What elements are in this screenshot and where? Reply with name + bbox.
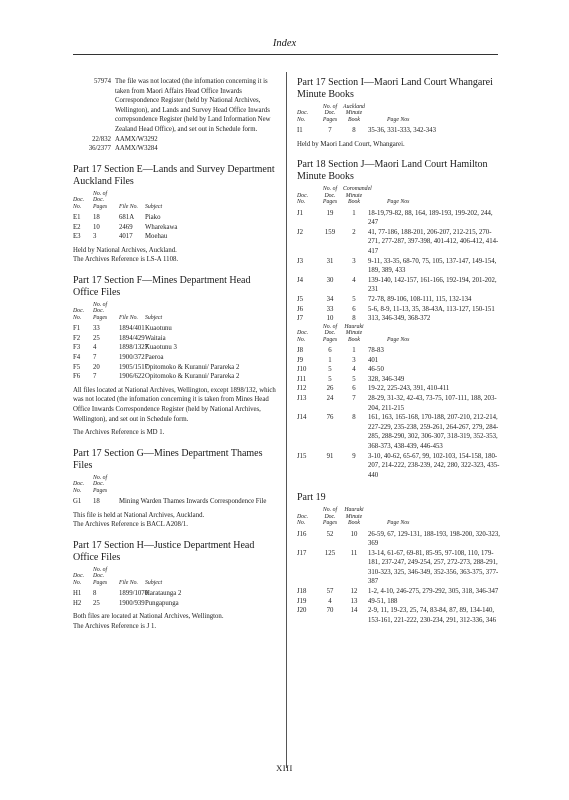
table-row (73, 353, 278, 363)
section-note: Both files are located at National Archives, Wellington. (73, 613, 224, 621)
cell-pages: 57 (326, 588, 334, 596)
cell-subject: Moehau (145, 233, 168, 241)
cell-subject: Pungapunga (145, 599, 179, 607)
table-row (73, 372, 278, 382)
cell-doc: J7 (297, 315, 304, 323)
cell-pages: 20 (93, 363, 100, 371)
table-header (297, 324, 502, 343)
running-header: Index (272, 38, 297, 49)
col-subject: Subject (145, 203, 163, 210)
table-row (297, 314, 502, 324)
table-row (73, 343, 278, 353)
col-doc: Doc. No. (297, 513, 309, 527)
cell-book: 1 (352, 209, 356, 217)
section-j-heading: Part 18 Section J—Maori Land Court Hamilton Minute Books (297, 159, 488, 183)
cell-book: 5 (352, 295, 356, 303)
cell-book: 6 (352, 385, 356, 393)
cell-pages: 25 (93, 334, 100, 342)
section-note: Held by Maori Land Court, Whangarei. (297, 140, 405, 148)
cell-pages: 10 (93, 223, 100, 231)
col-doc: Doc. No. (297, 110, 309, 123)
ref-row (73, 144, 278, 154)
cell-pages: 30 (326, 276, 334, 284)
table-row (297, 228, 502, 257)
cell-page-nos: 78-83 (368, 346, 384, 354)
col-doc: Doc. No. (73, 481, 85, 494)
cell-subject: Opitomoko & Kuranui/ Parareka 2 (145, 363, 240, 371)
col-pages: No. of Doc. Pages (93, 301, 108, 321)
cell-pages: 159 (324, 228, 336, 236)
table-row (297, 587, 502, 597)
col-page-nos: Page Nos (387, 116, 410, 123)
cell-pages: 33 (326, 305, 334, 313)
cell-pages: 25 (93, 599, 100, 607)
cell-file: 1906/622 (119, 373, 145, 381)
cell-page-nos: 18-19,79-82, 88, 164, 189-193, 199-202, 244, 247 (368, 209, 493, 227)
cell-pages: 3 (93, 233, 97, 241)
cell-page-nos: 5-6, 8-9, 11-13, 35, 38-43A, 113-127, 150-151 (368, 305, 495, 313)
cell-subject: Paeroa (145, 353, 164, 361)
header-rule (73, 54, 498, 55)
cell-file: 1899/1070 (119, 589, 149, 597)
col-pages: No. of Doc. Pages (322, 323, 338, 343)
table-header (297, 104, 502, 123)
table-row (297, 384, 502, 394)
col-pages: No. of Doc. Pages (322, 104, 338, 123)
cell-pages: 8 (93, 589, 97, 597)
table-row (73, 497, 278, 507)
cell-doc: J14 (297, 414, 307, 422)
cell-file: 1900/372 (119, 353, 145, 361)
col-doc: Doc. No. (73, 197, 85, 210)
table-row (297, 295, 502, 305)
cell-page-nos: 1-2, 4-10, 246-275, 279-292, 305, 318, 346-347 (368, 588, 499, 596)
table-row (73, 324, 278, 334)
col-subject: Subject (145, 579, 163, 586)
cell-book: 13 (350, 597, 358, 605)
table-header (73, 567, 278, 586)
ref-row (73, 135, 278, 145)
col-file: File No. (119, 203, 138, 210)
ref-number: 22/832 (92, 135, 111, 143)
table-row (73, 223, 278, 233)
col-pages: No. of Doc. Pages (93, 566, 108, 586)
column-divider (286, 72, 287, 768)
cell-subject: Kuaotunu 3 (145, 344, 177, 352)
part-19-heading: Part 19 (297, 492, 326, 504)
left-column (73, 77, 278, 631)
cell-page-nos: 72-78, 89-106, 108-111, 115, 132-134 (368, 295, 472, 303)
section-note: The Archives Reference is BACL A208/1. (73, 521, 188, 529)
cell-doc: J1 (297, 209, 304, 217)
col-book: Hauraki Minute Book (344, 323, 364, 343)
cell-pages: 4 (93, 344, 97, 352)
cell-page-nos: 9-11, 33-35, 68-70, 75, 105, 137-147, 149-154, 189, 389, 433 (368, 257, 497, 275)
table-row (297, 597, 502, 607)
cell-page-nos: 28-29, 31-32, 42-43, 73-75, 107-111, 188, 203-204, 211-215 (368, 394, 497, 412)
cell-pages: 76 (326, 414, 334, 422)
cell-pages: 18 (93, 213, 100, 221)
cell-book: 3 (352, 257, 356, 265)
cell-page-nos: 3-10, 40-62, 65-67, 99, 102-103, 154-158, 180-207, 214-222, 238-239, 242, 280, 322-323, 435-440 (368, 452, 500, 479)
cell-pages: 52 (326, 530, 334, 538)
cell-pages: 5 (328, 375, 332, 383)
cell-file: 1894/401 (119, 325, 145, 333)
cell-file: 4017 (119, 233, 133, 241)
cell-book: 8 (352, 315, 356, 323)
cell-doc: F6 (73, 373, 81, 381)
note-number: 57974 (94, 78, 111, 85)
cell-pages: 5 (328, 366, 332, 374)
cell-doc: H1 (73, 589, 82, 597)
col-book: Coromandel Minute Book (343, 186, 372, 206)
cell-file: 1900/939 (119, 599, 145, 607)
cell-page-nos: 46-50 (368, 366, 384, 374)
col-pages: No. of Doc. Pages (93, 474, 108, 494)
cell-book: 9 (352, 452, 356, 460)
col-doc: Doc. No. (73, 308, 85, 321)
cell-book: 7 (352, 394, 356, 402)
ref-number: 36/2377 (88, 145, 111, 153)
cell-book: 1 (352, 346, 356, 354)
cell-page-nos: 19-22, 225-243, 391, 410-411 (368, 385, 450, 393)
table-row (297, 413, 502, 451)
col-doc: Doc. No. (297, 330, 309, 343)
cell-doc: J2 (297, 228, 304, 236)
table-header (297, 186, 502, 205)
col-book: Hauraki Minute Book (344, 507, 364, 527)
cell-page-nos: 313, 346-349, 368-372 (368, 315, 431, 323)
cell-doc: F4 (73, 353, 81, 361)
cell-page-nos: 328, 346-349 (368, 375, 405, 383)
cell-pages: 31 (326, 257, 334, 265)
cell-subject: Kuaotunu (145, 325, 172, 333)
right-column (297, 77, 502, 625)
cell-pages: 18 (93, 497, 100, 505)
col-page-nos: Page Nos (387, 520, 410, 527)
cell-book: 14 (350, 607, 358, 615)
cell-pages: 70 (326, 607, 334, 615)
cell-doc: J17 (297, 549, 307, 557)
cell-book: 8 (352, 414, 356, 422)
cell-doc: E3 (73, 233, 81, 241)
cell-pages: 34 (326, 295, 334, 303)
cell-doc: J16 (297, 530, 307, 538)
section-note: Held by National Archives, Auckland. (73, 246, 177, 254)
table-row (73, 599, 278, 609)
cell-doc: E1 (73, 213, 81, 221)
table-row (297, 276, 502, 295)
cell-file: 1905/1517 (119, 363, 149, 371)
cell-doc: F2 (73, 334, 81, 342)
cell-page-nos: 13-14, 61-67, 69-81, 85-95, 97-108, 110, 179-181, 237-247, 249-254, 257, 272-273, 288-291, 310-323, 325, 346-349, 352-356, 363-375, 377-387 (368, 549, 499, 586)
cell-doc: J5 (297, 295, 304, 303)
cell-doc: J19 (297, 597, 307, 605)
col-page-nos: Page Nos (387, 199, 410, 206)
cell-page-nos: 139-140, 142-157, 161-166, 192-194, 201-202, 231 (368, 276, 497, 294)
section-note: The Archives Reference is J 1. (73, 622, 157, 630)
cell-book: 4 (352, 276, 356, 284)
cell-doc: F5 (73, 363, 81, 371)
cell-doc: J9 (297, 356, 304, 364)
table-row (73, 213, 278, 223)
cell-file: 681A (119, 213, 135, 221)
col-pages: No. of Doc. Pages (322, 186, 338, 206)
cell-page-nos: 41, 77-186, 188-201, 206-207, 212-215, 270-271, 277-287, 397-398, 401-412, 406-412, 414-417 (368, 228, 499, 255)
cell-doc: J8 (297, 346, 304, 354)
cell-doc: J15 (297, 452, 307, 460)
cell-subject: Wharekawa (145, 223, 178, 231)
table-header (73, 475, 278, 494)
cell-pages: 1 (328, 356, 332, 364)
cell-book: 8 (352, 127, 356, 135)
cell-book: 6 (352, 305, 356, 313)
cell-pages: 7 (93, 373, 97, 381)
section-h-heading: Part 17 Section H—Justice Department Head Office Files (73, 539, 255, 563)
cell-doc: J10 (297, 366, 307, 374)
cell-book: 10 (350, 530, 358, 538)
cell-book: 2 (352, 228, 356, 236)
cell-pages: 91 (326, 452, 334, 460)
table-row (297, 452, 502, 481)
cell-pages: 7 (93, 353, 97, 361)
file-note (73, 77, 278, 135)
table-header (73, 191, 278, 210)
cell-page-nos: 161, 163, 165-168, 170-188, 207-210, 212-214, 227-229, 235-238, 259-261, 264-267, 279, 284-285, 288-290, 302, 306-307, 318-319, 352-353, 368-373, 438-439, 446-453 (368, 414, 499, 450)
table-row (297, 606, 502, 625)
table-header (297, 507, 502, 526)
cell-doc: J3 (297, 257, 304, 265)
cell-pages: 19 (326, 209, 334, 217)
section-paragraph: All files located at National Archives, Wellington, except 1898/132, which was not located (the infomation concerning it is taken from Mines Head Office Inwards Correspondence Register (held by National Archives, Wellington), and set out in Schedule form. (73, 386, 276, 423)
col-doc: Doc. No. (73, 573, 85, 586)
table-row (297, 356, 502, 366)
cell-doc: E2 (73, 223, 81, 231)
ref-code: AAMX/W3284 (115, 145, 158, 153)
table-row (73, 363, 278, 373)
ref-code: AAMX/W3292 (115, 135, 158, 143)
cell-book: 4 (352, 366, 356, 374)
cell-doc: J20 (297, 607, 307, 615)
cell-subject: Mining Warden Thames Inwards Correspondence File (119, 497, 267, 505)
cell-pages: 6 (328, 346, 332, 354)
col-file: File No. (119, 579, 138, 586)
cell-doc: J6 (297, 305, 304, 313)
cell-book: 11 (350, 549, 358, 557)
cell-doc: J18 (297, 588, 307, 596)
cell-subject: Opitomoko & Kuranui/ Parareka 2 (145, 373, 240, 381)
cell-doc: F1 (73, 325, 81, 333)
table-row (297, 209, 502, 228)
cell-file: 1894/429 (119, 334, 145, 342)
cell-pages: 10 (326, 315, 334, 323)
page-number: XIII (276, 763, 293, 773)
section-note: This file is held at National Archives, Auckland. (73, 511, 205, 519)
cell-pages: 24 (326, 394, 334, 402)
table-row (297, 530, 502, 549)
note-text: The file was not located (the infomation concerning it is taken from Maori Affairs Head Office Inwards Correspondence Register (held by National Archives, Wellington), and Lands and Survey Head Office Inwards correpsondence Register (held by Land Information New Zealand Head Office), and set out in Schedule form. (115, 78, 271, 133)
table-row (73, 589, 278, 599)
cell-page-nos: 401 (368, 356, 379, 364)
cell-book: 12 (350, 588, 358, 596)
table-header (73, 302, 278, 321)
cell-subject: Waitaia (145, 334, 166, 342)
table-row (73, 334, 278, 344)
section-note: The Archives Reference is MD 1. (73, 429, 165, 437)
table-row (297, 257, 502, 276)
table-row (297, 305, 502, 315)
section-i-heading: Part 17 Section I—Maori Land Court Whangarei Minute Books (297, 77, 493, 100)
cell-pages: 4 (328, 597, 332, 605)
cell-doc: J13 (297, 394, 307, 402)
section-g-heading: Part 17 Section G—Mines Department Thames Files (73, 447, 263, 471)
table-row (297, 346, 502, 356)
cell-pages: 26 (326, 385, 334, 393)
table-row (297, 394, 502, 413)
cell-page-nos: 49-51, 188 (368, 597, 398, 605)
cell-page-nos: 26-59, 67, 129-131, 188-193, 198-200, 320-323, 369 (368, 530, 500, 548)
cell-doc: J11 (297, 375, 307, 383)
table-row (73, 232, 278, 242)
cell-book: 5 (352, 375, 356, 383)
cell-pages: 7 (328, 127, 332, 135)
cell-page-nos: 2-9, 11, 19-23, 25, 74, 83-84, 87, 89, 134-140, 153-161, 221-222, 230-234, 291, 312-336, 346 (368, 607, 496, 624)
cell-doc: J12 (297, 385, 307, 393)
col-page-nos: Page Nos (387, 336, 410, 343)
cell-doc: H2 (73, 599, 82, 607)
col-file: File No. (119, 314, 138, 321)
table-row (297, 549, 502, 587)
col-pages: No. of Doc. Pages (322, 507, 338, 527)
cell-subject: Piako (145, 213, 161, 221)
cell-page-nos: 35-36, 331-333, 342-343 (368, 127, 436, 135)
col-doc: Doc. No. (297, 192, 309, 206)
cell-subject: Harataunga 2 (145, 589, 182, 597)
section-e-heading: Part 17 Section E—Lands and Survey Department Auckland Files (73, 163, 275, 187)
table-row (297, 126, 502, 136)
section-f-heading: Part 17 Section F—Mines Department Head Office Files (73, 274, 251, 298)
cell-doc: I1 (297, 127, 303, 135)
table-row (297, 375, 502, 385)
cell-book: 3 (352, 356, 356, 364)
cell-pages: 125 (324, 549, 336, 557)
cell-doc: G1 (73, 497, 82, 505)
cell-doc: F3 (73, 344, 81, 352)
cell-file: 1898/1327 (119, 344, 149, 352)
cell-doc: J4 (297, 276, 304, 284)
col-book: Auckland Minute Book (343, 104, 365, 123)
col-pages: No. of Doc. Pages (93, 190, 108, 210)
cell-pages: 33 (93, 325, 100, 333)
col-subject: Subject (145, 314, 163, 321)
table-row (297, 365, 502, 375)
cell-file: 2469 (119, 223, 133, 231)
section-note: The Archives Reference is LS-A 1108. (73, 256, 179, 264)
